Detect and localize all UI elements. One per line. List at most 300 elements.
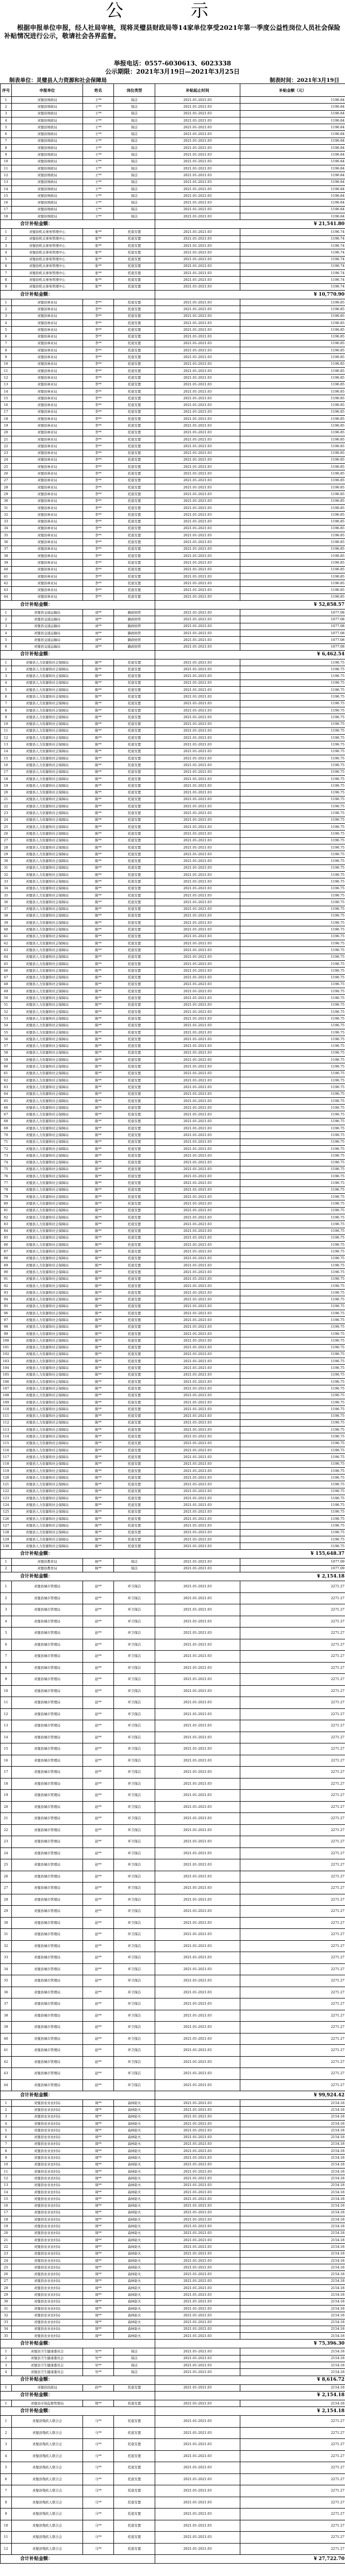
row-seq: 20 (1, 2230, 12, 2236)
table-row (1, 680, 345, 686)
table-row (1, 1255, 345, 1262)
row-period: 2021.01-2021.03 (155, 1952, 240, 1964)
row-post: 托底安置 (114, 306, 155, 313)
table-row (1, 2056, 345, 2068)
row-unit: 灵璧县城市管理局 (12, 1778, 83, 1790)
table-row (1, 1824, 345, 1836)
row-seq: 25 (1, 2264, 12, 2271)
row-period: 2021.01-2021.03 (155, 1883, 240, 1894)
row-period: 2021.01-2021.03 (155, 2257, 240, 2264)
row-name: 陈** (83, 1200, 114, 1207)
row-unit: 灵璧县人力资源和社会保障局 (12, 1029, 83, 1036)
row-period: 2021.01-2021.03 (155, 443, 240, 450)
row-amount: 2271.27 (240, 2416, 345, 2428)
row-name: 陈** (83, 755, 114, 762)
table-row (1, 1077, 345, 1083)
table-row (1, 319, 345, 326)
table-row (1, 872, 345, 878)
row-name: 王** (83, 172, 114, 179)
row-name: 张** (83, 263, 114, 269)
table-row (1, 1392, 345, 1399)
row-post: 托底安置 (114, 872, 155, 878)
row-period: 2021.01-2021.03 (155, 1543, 240, 1550)
row-seq: 73 (1, 1153, 12, 1159)
row-name: 陈** (83, 878, 114, 885)
row-amount: 1196.75 (240, 1015, 345, 1022)
row-seq: 39 (1, 560, 12, 566)
row-seq: 37 (1, 546, 12, 552)
row-seq: 30 (1, 2298, 12, 2305)
row-unit: 灵璧县人力资源和社会保障局 (12, 1234, 83, 1241)
row-unit: 灵璧县人力资源和社会保障局 (12, 858, 83, 865)
row-post: 托底安置 (114, 926, 155, 933)
row-amount: 2271.27 (240, 1848, 345, 1859)
row-amount: 1196.75 (240, 858, 345, 865)
row-amount: 2271.27 (240, 2450, 345, 2462)
row-unit: 灵璧县人力资源和社会保障局 (12, 1180, 83, 1187)
row-period: 2021.01-2021.03 (155, 491, 240, 498)
table-row (1, 416, 345, 422)
row-post: 托底安置 (114, 1399, 155, 1405)
row-period: 2021.01-2021.03 (155, 1255, 240, 1262)
row-name: 周** (83, 2120, 114, 2127)
table-row (1, 1091, 345, 1097)
row-seq: 6 (1, 333, 12, 340)
row-name: 周** (83, 2230, 114, 2236)
row-name: 周** (83, 2175, 114, 2182)
row-amount: 1196.75 (240, 1399, 345, 1405)
row-post: 托底安置 (114, 1194, 155, 1200)
table-row (1, 2148, 345, 2155)
row-seq: 32 (1, 872, 12, 878)
row-name: 赵** (83, 1929, 114, 1941)
row-amount: 2154.18 (240, 2161, 345, 2168)
subtotal-label: 合计补贴金额： (1, 2340, 155, 2348)
row-name: 王** (83, 117, 114, 124)
make-date: 制表时间：2021年3月19日 (269, 77, 339, 83)
row-seq: 10 (1, 2520, 12, 2532)
row-name: 陈** (83, 1454, 114, 1461)
row-unit: 灵璧县机关事务管理中心 (12, 270, 83, 277)
row-unit: 灵璧县机关事务管理中心 (12, 235, 83, 242)
row-amount: 1196.75 (240, 1077, 345, 1083)
row-seq: 27 (1, 1883, 12, 1894)
table-row (1, 1475, 345, 1481)
row-name: 周** (83, 2319, 114, 2326)
row-post: 托底安置 (114, 340, 155, 347)
row-post: 托底安置 (114, 1221, 155, 1228)
row-seq: 9 (1, 1674, 12, 1686)
row-period: 2021.01-2021.03 (155, 2250, 240, 2257)
row-name: 周** (83, 2244, 114, 2250)
row-period: 2021.01-2021.03 (155, 1057, 240, 1063)
row-post: 环卫保洁 (114, 1616, 155, 1628)
row-seq: 87 (1, 1248, 12, 1255)
row-unit: 灵璧县农业农村局 (12, 2134, 83, 2141)
table-row (1, 306, 345, 313)
row-name: 李** (83, 402, 114, 409)
row-name: 王** (83, 145, 114, 151)
row-name: 李** (83, 525, 114, 532)
row-amount: 1196.75 (240, 1454, 345, 1461)
row-amount: 1196.84 (240, 206, 345, 213)
row-unit: 灵璧县城市管理局 (12, 1732, 83, 1743)
row-period: 2021.01-2021.03 (155, 594, 240, 600)
table-row (1, 2473, 345, 2485)
row-seq: 26 (1, 1871, 12, 1883)
row-amount: 2271.27 (240, 1755, 345, 1767)
row-post: 环卫保洁 (114, 1963, 155, 1975)
row-seq: 90 (1, 1269, 12, 1276)
table-row (1, 1906, 345, 1918)
row-seq: 9 (1, 2155, 12, 2161)
row-seq: 36 (1, 899, 12, 906)
row-unit: 灵璧县人力资源和社会保障局 (12, 1461, 83, 1467)
row-amount: 1196.74 (240, 229, 345, 235)
row-post: 环卫保洁 (114, 1998, 155, 2010)
row-unit: 灵璧县人力资源和社会保障局 (12, 1173, 83, 1180)
table-row (1, 436, 345, 443)
row-seq: 66 (1, 1105, 12, 1111)
row-period: 2021.01-2021.03 (155, 1276, 240, 1282)
row-post: 托底安置 (114, 796, 155, 803)
row-period: 2021.01-2021.03 (155, 1495, 240, 1502)
row-unit: 灵璧县人力资源和社会保障局 (12, 1379, 83, 1385)
row-name: 赵** (83, 1592, 114, 1604)
row-name: 陈** (83, 1269, 114, 1276)
row-post: 托底安置 (114, 1467, 155, 1474)
table-row (1, 1848, 345, 1859)
row-period: 2021.01-2021.03 (155, 1132, 240, 1139)
row-post: 托底安置 (114, 388, 155, 395)
table-row (1, 206, 345, 213)
row-unit: 灵璧县人力资源和社会保障局 (12, 1467, 83, 1474)
row-name: 赵** (83, 1871, 114, 1883)
row-name: 马** (83, 2427, 114, 2439)
row-unit: 灵璧县林业局 (12, 436, 83, 443)
row-amount: 2154.18 (240, 2326, 345, 2332)
row-unit: 灵璧县残疾人联合会 (12, 2450, 83, 2462)
row-post: 托底安置 (114, 1495, 155, 1502)
row-period: 2021.01-2021.03 (155, 1558, 240, 1565)
subtotal-amount: ¥ 99,924.42 (155, 2091, 345, 2100)
row-amount: 2271.27 (240, 2033, 345, 2045)
row-name: 陈** (83, 1447, 114, 1454)
row-unit: 灵璧县卫生健康委员会 (12, 2348, 83, 2355)
row-seq: 38 (1, 553, 12, 560)
row-post: 托底安置 (114, 1145, 155, 1152)
row-seq: 94 (1, 1296, 12, 1303)
row-seq: 26 (1, 470, 12, 477)
row-unit: 灵璧县人力资源和社会保障局 (12, 1248, 83, 1255)
row-unit: 灵璧县人力资源和社会保障局 (12, 735, 83, 741)
row-seq: 75 (1, 1166, 12, 1173)
row-name: 陈** (83, 1461, 114, 1467)
table-row (1, 1488, 345, 1495)
row-period: 2021.01-2021.03 (155, 263, 240, 269)
subtotal-row (1, 1572, 345, 1581)
row-seq: 24 (1, 2257, 12, 2264)
row-amount: 1196.75 (240, 1440, 345, 1447)
row-period: 2021.01-2021.03 (155, 775, 240, 782)
row-unit: 灵璧县财政局 (12, 165, 83, 172)
row-post: 托底安置 (114, 878, 155, 885)
row-unit: 灵璧县人力资源和社会保障局 (12, 974, 83, 981)
row-period: 2021.01-2021.03 (155, 933, 240, 940)
row-seq: 98 (1, 1324, 12, 1330)
row-amount: 1196.74 (240, 263, 345, 269)
row-post: 托底安置 (114, 741, 155, 748)
row-name: 陈** (83, 960, 114, 967)
table-row (1, 2509, 345, 2520)
row-name: 李** (83, 327, 114, 333)
row-amount: 1077.09 (240, 1558, 345, 1565)
table-row (1, 131, 345, 138)
table-row (1, 2384, 345, 2391)
row-seq: 115 (1, 1440, 12, 1447)
row-seq: 41 (1, 573, 12, 580)
row-period: 2021.01-2021.03 (155, 151, 240, 158)
row-amount: 1196.75 (240, 892, 345, 899)
row-period: 2021.01-2021.03 (155, 2107, 240, 2113)
subtotal-amount: ¥ 52,858.57 (155, 601, 345, 609)
row-period: 2021.01-2021.03 (155, 2532, 240, 2544)
row-unit: 灵璧县城市管理局 (12, 2079, 83, 2091)
row-seq: 26 (1, 2271, 12, 2278)
row-seq: 35 (1, 532, 12, 539)
row-name: 陈** (83, 1351, 114, 1358)
table-row (1, 1029, 345, 1036)
row-period: 2021.01-2021.03 (155, 2348, 240, 2355)
row-name: 陈** (83, 1296, 114, 1303)
row-name: 陈** (83, 1282, 114, 1289)
row-amount: 1196.75 (240, 1070, 345, 1077)
table-row (1, 484, 345, 491)
table-row (1, 1118, 345, 1125)
row-post: 托底安置 (114, 1488, 155, 1495)
row-seq: 44 (1, 954, 12, 960)
table-row (1, 789, 345, 796)
row-seq: 9 (1, 2509, 12, 2520)
row-unit: 灵璧县林业局 (12, 299, 83, 306)
subtotal-row (1, 601, 345, 609)
row-unit: 灵璧县林业局 (12, 319, 83, 326)
table-row (1, 817, 345, 823)
table-row (1, 2244, 345, 2250)
row-amount: 1196.75 (240, 1207, 345, 1214)
row-unit: 灵璧县林业局 (12, 594, 83, 600)
row-period: 2021.01-2021.03 (155, 616, 240, 623)
table-row (1, 1708, 345, 1720)
row-amount: 1196.75 (240, 707, 345, 714)
row-post: 保洁 (114, 179, 155, 185)
row-name: 孙** (83, 2384, 114, 2391)
row-seq: 123 (1, 1495, 12, 1502)
row-period: 2021.01-2021.03 (155, 609, 240, 616)
row-name: 陈** (83, 1063, 114, 1070)
row-amount: 2271.27 (240, 2543, 345, 2555)
table-row (1, 1697, 345, 1709)
row-period: 2021.01-2021.03 (155, 2134, 240, 2141)
row-post: 托底安置 (114, 1009, 155, 1015)
row-unit: 灵璧县交通运输局 (12, 637, 83, 643)
table-row (1, 1836, 345, 1848)
row-name: 陈** (83, 748, 114, 755)
row-unit: 灵璧县人力资源和社会保障局 (12, 1515, 83, 1522)
row-period: 2021.01-2021.03 (155, 1536, 240, 1543)
table-row (1, 1303, 345, 1310)
row-post: 托底安置 (114, 1536, 155, 1543)
row-seq: 6 (1, 693, 12, 700)
row-seq: 81 (1, 1207, 12, 1214)
row-amount: 1196.75 (240, 762, 345, 769)
row-amount: 1196.75 (240, 1194, 345, 1200)
row-post: 托底安置 (114, 885, 155, 892)
row-seq: 127 (1, 1522, 12, 1529)
row-seq: 10 (1, 721, 12, 727)
row-unit: 灵璧县人力资源和社会保障局 (12, 933, 83, 940)
table-row (1, 831, 345, 837)
row-period: 2021.01-2021.03 (155, 707, 240, 714)
row-amount: 1196.75 (240, 926, 345, 933)
row-post: 托底安置 (114, 2427, 155, 2439)
row-seq: 7 (1, 340, 12, 347)
row-amount: 1196.75 (240, 1475, 345, 1481)
row-period: 2021.01-2021.03 (155, 1214, 240, 1221)
row-name: 陈** (83, 1221, 114, 1228)
row-amount: 1196.85 (240, 395, 345, 402)
row-unit: 灵璧县林业局 (12, 484, 83, 491)
row-amount: 2271.27 (240, 1628, 345, 1639)
table-row (1, 707, 345, 714)
row-seq: 18 (1, 416, 12, 422)
row-unit: 灵璧县卫生健康委员会 (12, 2362, 83, 2369)
row-name: 李** (83, 416, 114, 422)
row-seq: 65 (1, 1097, 12, 1104)
row-unit: 灵璧县残疾人联合会 (12, 2532, 83, 2544)
row-unit: 灵璧县城市管理局 (12, 1952, 83, 1964)
row-post: 森林防火 (114, 2209, 155, 2216)
row-period: 2021.01-2021.03 (155, 2319, 240, 2326)
row-period: 2021.01-2021.03 (155, 1166, 240, 1173)
row-seq: 23 (1, 1836, 12, 1848)
row-post: 托底安置 (114, 1282, 155, 1289)
table-row (1, 1200, 345, 1207)
row-post: 保洁 (114, 172, 155, 179)
row-name: 吴** (83, 2362, 114, 2369)
row-amount: 1196.85 (240, 327, 345, 333)
row-seq: 45 (1, 960, 12, 967)
row-period: 2021.01-2021.03 (155, 1187, 240, 1193)
row-seq: 91 (1, 1276, 12, 1282)
table-row (1, 1952, 345, 1964)
row-amount: 2271.27 (240, 1662, 345, 1674)
row-seq: 129 (1, 1536, 12, 1543)
subtotal-label: 合计补贴金额： (1, 2555, 155, 2564)
row-unit: 灵璧县人力资源和社会保障局 (12, 872, 83, 878)
row-period: 2021.01-2021.03 (155, 580, 240, 587)
table-row (1, 145, 345, 151)
row-period: 2021.01-2021.03 (155, 988, 240, 995)
row-period: 2021.01-2021.03 (155, 213, 240, 220)
row-name: 周** (83, 2196, 114, 2202)
row-amount: 2271.27 (240, 1929, 345, 1941)
row-unit: 灵璧县机关事务管理中心 (12, 229, 83, 235)
row-period: 2021.01-2021.03 (155, 2264, 240, 2271)
row-unit: 灵璧县人力资源和社会保障局 (12, 1036, 83, 1043)
row-unit: 灵璧县林业局 (12, 546, 83, 552)
row-period: 2021.01-2021.03 (155, 1194, 240, 1200)
row-post: 保洁 (114, 1558, 155, 1565)
row-post: 托底安置 (114, 429, 155, 436)
row-period: 2021.01-2021.03 (155, 2271, 240, 2278)
row-name: 陈** (83, 1022, 114, 1029)
row-unit: 灵璧县人力资源和社会保障局 (12, 1057, 83, 1063)
row-post: 环卫保洁 (114, 1767, 155, 1778)
row-post: 托底安置 (114, 995, 155, 1002)
row-period: 2021.01-2021.03 (155, 735, 240, 741)
row-period: 2021.01-2021.03 (155, 1043, 240, 1049)
table-row (1, 124, 345, 131)
row-name: 陈** (83, 1187, 114, 1193)
row-unit: 灵璧县人力资源和社会保障局 (12, 796, 83, 803)
row-unit: 灵璧县人力资源和社会保障局 (12, 741, 83, 748)
row-post: 托底安置 (114, 573, 155, 580)
row-period: 2021.01-2021.03 (155, 1813, 240, 1825)
table-row (1, 2369, 345, 2376)
row-amount: 1196.75 (240, 851, 345, 858)
row-name: 陈** (83, 1036, 114, 1043)
table-row (1, 803, 345, 810)
row-unit: 灵璧县林业局 (12, 367, 83, 374)
row-unit: 灵璧县人力资源和社会保障局 (12, 666, 83, 673)
row-amount: 1196.84 (240, 124, 345, 131)
table-row (1, 242, 345, 249)
row-unit: 灵璧县林业局 (12, 306, 83, 313)
row-unit: 灵璧县财政局 (12, 131, 83, 138)
table-row (1, 395, 345, 402)
row-unit: 灵璧县民政局 (12, 2384, 83, 2391)
row-unit: 灵璧县人力资源和社会保障局 (12, 851, 83, 858)
row-amount: 1196.85 (240, 409, 345, 415)
subtotal-row (1, 2376, 345, 2384)
row-seq: 6 (1, 2134, 12, 2141)
row-post: 托底安置 (114, 1173, 155, 1180)
row-post: 森林防火 (114, 2148, 155, 2155)
row-period: 2021.01-2021.03 (155, 587, 240, 594)
row-period: 2021.01-2021.03 (155, 1461, 240, 1467)
row-period: 2021.01-2021.03 (155, 1894, 240, 1906)
row-name: 陈** (83, 1488, 114, 1495)
table-row (1, 117, 345, 124)
row-post: 保洁 (114, 117, 155, 124)
row-post: 托底安置 (114, 1481, 155, 1488)
row-period: 2021.01-2021.03 (155, 1022, 240, 1029)
row-amount: 1077.08 (240, 623, 345, 630)
row-seq: 30 (1, 858, 12, 865)
table-row (1, 1732, 345, 1743)
row-post: 托底安置 (114, 327, 155, 333)
row-period: 2021.01-2021.03 (155, 270, 240, 277)
row-unit: 灵璧县农业农村局 (12, 2305, 83, 2312)
table-row (1, 878, 345, 885)
row-unit: 灵璧县农业农村局 (12, 2209, 83, 2216)
row-post: 托底安置 (114, 960, 155, 967)
row-seq: 11 (1, 367, 12, 374)
row-amount: 2154.18 (240, 2250, 345, 2257)
table-row (1, 229, 345, 235)
row-unit: 灵璧县农业农村局 (12, 2148, 83, 2155)
